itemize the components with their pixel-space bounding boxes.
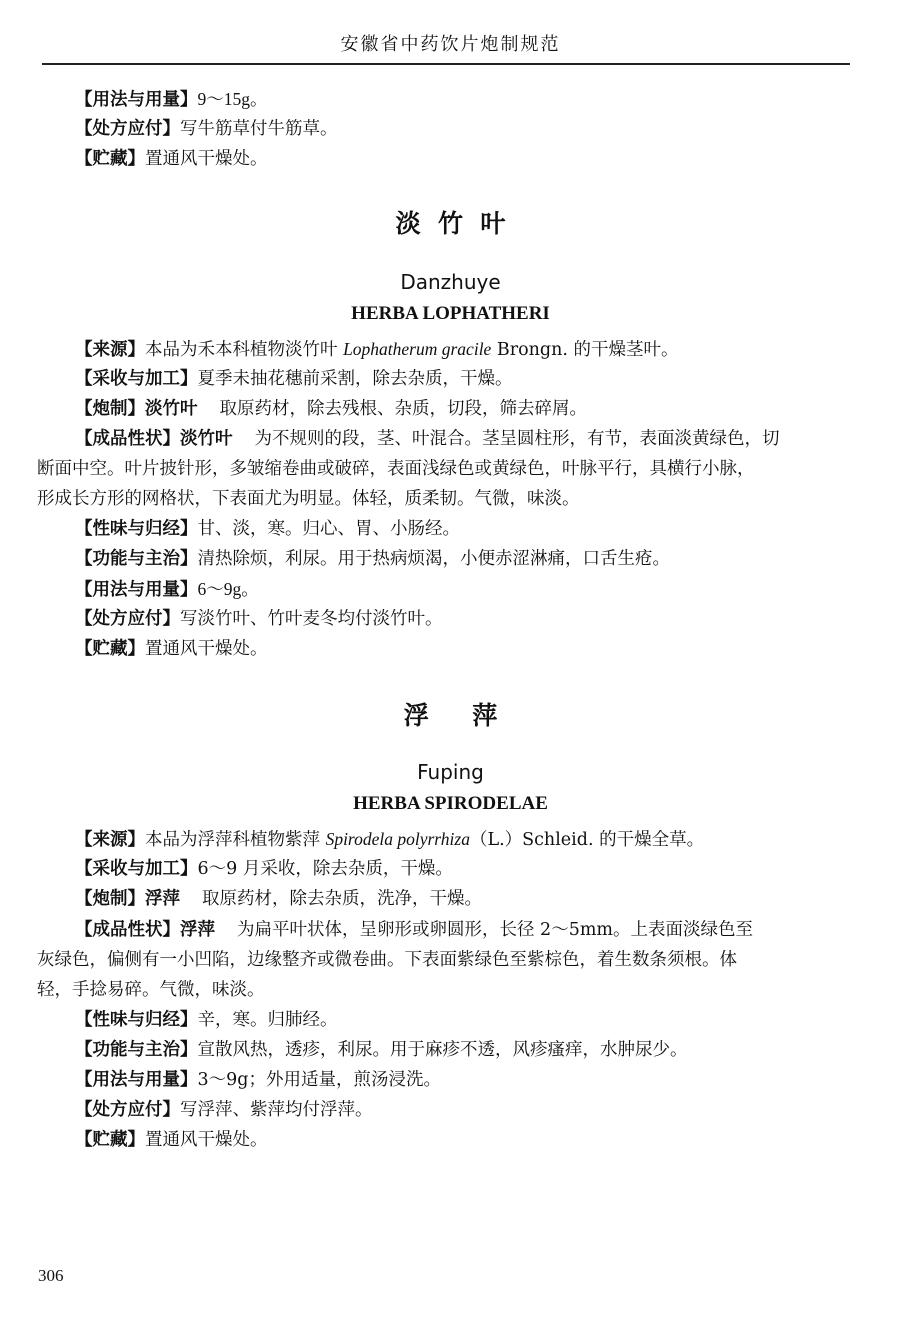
entry2-nature-label: 【性味与归经】 xyxy=(75,1010,198,1030)
entry2-prescription-label: 【处方应付】 xyxy=(75,1100,180,1120)
entry1-description-text1: 为不规则的段，茎、叶混合。茎呈圆柱形，有节，表面淡黄绿色，切 xyxy=(254,429,780,449)
entry2-description-line3: 轻，手捻易碎。气微，味淡。 xyxy=(37,980,265,1000)
entry1-nature-text: 甘、淡，寒。归心、胃、小肠经。 xyxy=(197,519,460,539)
entry1-nature-line xyxy=(75,516,460,542)
entry2-pinyin: Fuping xyxy=(417,760,484,784)
entry1-prescription-text: 写淡竹叶、竹叶麦冬均付淡竹叶。 xyxy=(180,609,443,629)
prev-storage-line xyxy=(75,146,268,172)
prev-storage-label: 【贮藏】 xyxy=(75,149,145,169)
entry1-harvest-line xyxy=(75,366,513,392)
entry1-usage-line xyxy=(75,576,259,603)
entry2-function-text: 宣散风热，透疹，利尿。用于麻疹不透，风疹瘙痒，水肿尿少。 xyxy=(197,1040,688,1060)
entry1-harvest-text: 夏季未抽花穗前采割，除去杂质，干燥。 xyxy=(197,369,513,389)
entry1-storage-label: 【贮藏】 xyxy=(75,639,145,659)
entry2-nature-text: 辛，寒。归肺经。 xyxy=(197,1010,338,1030)
entry1-processing-text: 取原药材，除去残根、杂质，切段，筛去碎屑。 xyxy=(219,399,587,419)
entry1-usage-label: 【用法与用量】 xyxy=(75,580,198,600)
entry2-source-label: 【来源】 xyxy=(75,830,145,850)
entry1-description-line1 xyxy=(75,426,780,452)
prev-prescription-line xyxy=(75,116,338,142)
entry2-harvest-label: 【采收与加工】 xyxy=(75,859,198,879)
entry2-nature-line xyxy=(75,1007,338,1033)
entry2-processing-text: 取原药材，除去杂质，洗净，干燥。 xyxy=(202,889,482,909)
entry2-usage-line xyxy=(75,1067,441,1093)
entry1-storage-text: 置通风干燥处。 xyxy=(145,639,268,659)
entry1-title: 淡 竹 叶 xyxy=(395,209,506,238)
entry2-usage-label: 【用法与用量】 xyxy=(75,1070,198,1090)
entry2-storage-line xyxy=(75,1127,268,1153)
prev-storage-text: 置通风干燥处。 xyxy=(145,149,268,169)
entry2-function-line xyxy=(75,1037,688,1063)
entry2-harvest-line xyxy=(75,856,453,882)
entry1-pinyin: Danzhuye xyxy=(400,270,501,294)
entry1-description-line2: 断面中空。叶片披针形，多皱缩卷曲或破碎，表面浅绿色或黄绿色，叶脉平行，具横行小脉， xyxy=(37,459,755,479)
entry1-source-line xyxy=(75,336,679,363)
entry1-latin-name: HERBA LOPHATHERI xyxy=(351,303,550,324)
entry2-processing-name: 浮萍 xyxy=(145,889,180,909)
prev-usage-line xyxy=(75,86,268,113)
entry2-description-label: 【成品性状】 xyxy=(75,920,180,940)
entry2-description-line1 xyxy=(75,917,753,943)
entry1-usage-text: 6～9g。 xyxy=(197,579,259,599)
entry2-storage-label: 【贮藏】 xyxy=(75,1130,145,1150)
prev-prescription-text: 写牛筋草付牛筋草。 xyxy=(180,119,338,139)
entry2-usage-text: 3～9g；外用适量，煎汤浸洗。 xyxy=(197,1070,441,1090)
entry2-source-latin: Spirodela polyrrhiza xyxy=(325,829,470,849)
entry2-source-line xyxy=(75,826,704,853)
prev-prescription-label: 【处方应付】 xyxy=(75,119,180,139)
entry2-storage-text: 置通风干燥处。 xyxy=(145,1130,268,1150)
entry1-source-latin: Lophatherum gracile xyxy=(343,339,492,359)
entry1-processing-line xyxy=(75,396,587,422)
entry2-source-pre: 本品为浮萍科植物紫萍 xyxy=(145,830,326,850)
entry1-function-line xyxy=(75,546,670,572)
prev-usage-text: 9～15g。 xyxy=(197,89,268,109)
entry1-function-text: 清热除烦，利尿。用于热病烦渴，小便赤涩淋痛，口舌生疮。 xyxy=(197,549,670,569)
entry1-description-line3: 形成长方形的网格状，下表面尤为明显。体轻，质柔韧。气微，味淡。 xyxy=(37,489,580,509)
entry2-source-post: （L.）Schleid. 的干燥全草。 xyxy=(469,830,705,850)
entry2-description-text1: 为扁平叶状体，呈卵形或卵圆形，长径 2～5mm。上表面淡绿色至 xyxy=(237,920,754,940)
header-title: 安徽省中药饮片炮制规范 xyxy=(340,34,561,55)
header-rule xyxy=(42,63,850,65)
entry1-prescription-line xyxy=(75,606,443,632)
entry1-storage-line xyxy=(75,636,268,662)
page-number: 306 xyxy=(38,1266,64,1285)
entry1-prescription-label: 【处方应付】 xyxy=(75,609,180,629)
entry2-latin-name: HERBA SPIRODELAE xyxy=(353,793,548,814)
prev-usage-label: 【用法与用量】 xyxy=(75,90,198,110)
entry2-prescription-line xyxy=(75,1097,373,1123)
entry2-processing-line xyxy=(75,886,482,912)
entry1-description-label: 【成品性状】 xyxy=(75,429,180,449)
entry1-description-name: 淡竹叶 xyxy=(180,429,233,449)
entry1-processing-name: 淡竹叶 xyxy=(145,399,198,419)
entry1-harvest-label: 【采收与加工】 xyxy=(75,369,198,389)
entry2-prescription-text: 写浮萍、紫萍均付浮萍。 xyxy=(180,1100,373,1120)
entry2-description-line2: 灰绿色，偏侧有一小凹陷，边缘整齐或微卷曲。下表面紫绿色至紫棕色，着生数条须根。体 xyxy=(37,950,737,970)
entry1-processing-label: 【炮制】 xyxy=(75,399,145,419)
entry2-description-name: 浮萍 xyxy=(180,920,215,940)
entry1-nature-label: 【性味与归经】 xyxy=(75,519,198,539)
entry2-function-label: 【功能与主治】 xyxy=(75,1040,198,1060)
entry1-source-label: 【来源】 xyxy=(75,340,145,360)
entry1-function-label: 【功能与主治】 xyxy=(75,549,198,569)
entry2-harvest-text: 6～9 月采收，除去杂质，干燥。 xyxy=(197,859,453,879)
entry1-source-post: Brongn. 的干燥茎叶。 xyxy=(491,340,679,360)
entry2-title: 浮 萍 xyxy=(403,701,498,730)
entry2-processing-label: 【炮制】 xyxy=(75,889,145,909)
entry1-source-pre: 本品为禾本科植物淡竹叶 xyxy=(145,340,344,360)
